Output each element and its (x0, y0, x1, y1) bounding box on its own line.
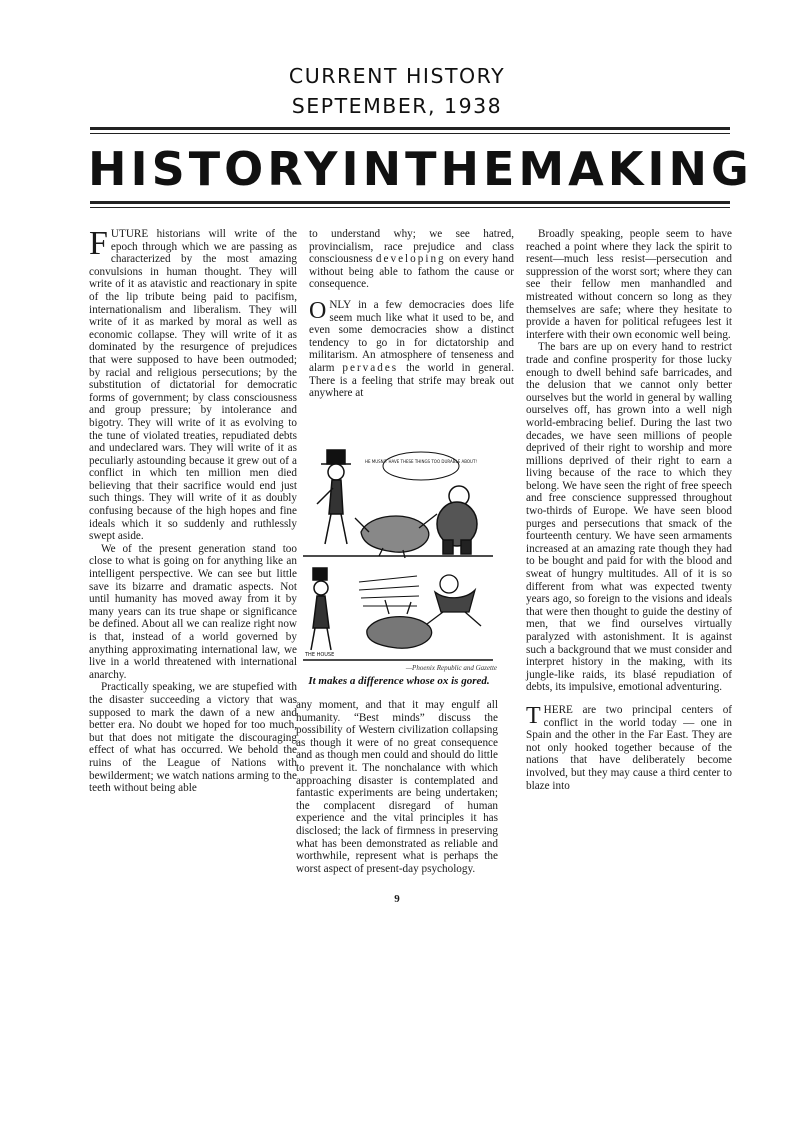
cartoonist-signature: THE HOUSE (305, 652, 335, 658)
column-2-top (309, 228, 514, 400)
issue-date: SEPTEMBER, 1938 (291, 94, 503, 118)
column-3 (526, 228, 732, 792)
drop-cap: F (89, 225, 108, 262)
magazine-title: CURRENT HISTORY (288, 64, 506, 88)
headline-word: MAKING (518, 142, 753, 196)
paragraph: to understand why; we see hatred, provincialism, race prejudice and class consciousness developing on every hand without being able to fathom the cause or consequence. (309, 228, 515, 291)
bottom-rule-thin (90, 207, 730, 208)
paragraph: We of the present generation stand too close to what is going on for anything like an intelligent perspective. We can see but little save its bizarre and dramatic aspects. Not until humanity has moved away from it by many years can its true shape or significance be defined. About all we can realize right now is that, instead of a world governed by anything approximating international law, we live in a world threatened with international anarchy. (89, 542, 297, 681)
paragraph: any moment, and that it may engulf all humanity. “Best minds” discuss the possibility of Western civilization collapsing as though it were of no great consequence and as though men could and should do little to prevent it. The nonchalance with which approaching disaster is contemplated and fantastic experiments are being undertaken; the complacent disregard of human experience and the vital principles it has disclosed; the lack of firmness in preserving what has been demonstrated as reliable and worthwhile, represent what is perhaps the worst aspect of present-day psychology. (296, 699, 498, 875)
column-2-bottom (296, 699, 498, 875)
bottom-rule-thick (90, 201, 730, 204)
headline (88, 142, 753, 196)
headline-word: HISTORY (88, 142, 342, 196)
paragraph: FUTURE historians will write of the epoch through which we are passing as characterized by the most amazing convulsions in human thought. They will write of it as atavistic and reactionary in spite of the lip tribute being paid to pacifism, internationalism and liberalism. They will write of it as marked by moral as well as economic collapse. They will write of it as dominated by the resurgence of prejudices that were supposed to have been outmoded; by racial and religious persecutions; by the substitution of dictatorial for democratic forms of government; by class consciousness and group pressure; by intolerance and bigotry. They will write of it as evolving to the tune of violated treaties, repudiated debts and undeclared wars. They will write of it as peculiarly astounding because it grew out of a conflict in which ten million men died believing that their sacrifice would end just such things. They will write of it as doubly confusing because of the high hopes and fine ideals which it so suddenly and ruthlessly swept aside. (89, 225, 297, 543)
page-number: 9 (394, 893, 400, 905)
editorial-cartoon (299, 444, 497, 666)
top-rule-thin (90, 133, 730, 134)
column-1 (89, 225, 297, 795)
cartoon-caption: It makes a difference whose ox is gored. (308, 675, 490, 687)
paragraph: THERE are two principal centers of conflict in the world today — one in Spain and the other in the Far East. They are not only hooked together because of the nations that have deliberately become involved, but they may cause a third center to blaze into (526, 702, 733, 792)
paragraph: Broadly speaking, people seem to have reached a point where they lack the spirit to resent—much less resist—persecution and suppression of the worst sort; where they can see their fellow men manhandled and mistreated without concern so long as they themselves are safe; where they hesitate to provide a haven for political refugees lest it interfere with their own economic well being. (526, 228, 732, 341)
headline-word: THE (405, 142, 519, 196)
balloon-text: HE MUSN'T HAVE THESE THINGS TOO DURABLE ABOUT! (364, 459, 478, 464)
drop-cap: T (526, 702, 541, 729)
paragraph: The bars are up on every hand to restrict trade and confine prosperity for those lucky enough to dwell behind safe barricades, and the delusion that we cannot only better ourselves but the world in general by walling ourselves off, has grown into a well nigh world-embracing belief. During the last two decades, we have seen millions of people deprived of their right to worship and more millions deprived of their right to earn a living because of the race to which they belong. We have seen the right of free speech and free conscience suppressed throughout two-thirds of Europe. We have seen blood purges and persecutions that smack of the fourteenth century. We have seen armaments increased at an amazing rate though they had to be bought and paid for with the blood and sweat of hungry multitudes. All of it is so different from what was expected twenty years ago, so foreign to the visions and ideals that were then thought to guide the destiny of men, that we find ourselves virtually paralyzed with astonishment. It is against such a background that we must consider and interpret history in the making, with its jungle-like raids, its blasé repudiation of debts, its impulsive, emotional adventuring. (526, 341, 732, 694)
headline-word: IN (341, 142, 406, 196)
top-rule-thick (90, 127, 730, 130)
cartoon-credit: —Phoenix Republic and Gazette (405, 664, 497, 672)
paragraph: ONLY in a few democracies does life seem much like what it used to be, and even some democracies show a distinct tendency to go in for dictatorship and militarism. An atmosphere of tenseness and alarm pervades the world in general. There is a feeling that strife may break out anywhere at (309, 297, 515, 400)
paragraph: Practically speaking, we are stupefied with the disaster succeeding a victory that was supposed to mark the dawn of a new and better era. No doubt we hoped for too much, but that does not mitigate the discouraging effect of what has occurred. We behold the ruins of the League of Nations with bewilderment; we watch nations arming to the teeth without being able (89, 681, 297, 795)
drop-cap: O (309, 297, 327, 324)
